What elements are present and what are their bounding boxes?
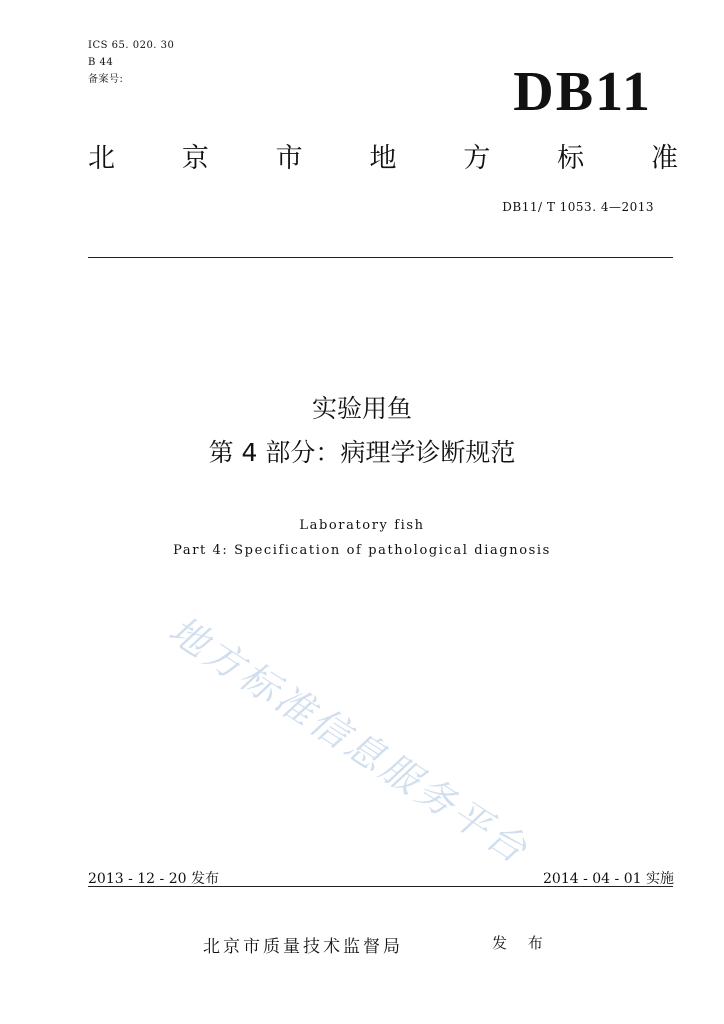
standard-type [88,142,678,176]
standard-type-char: 标 [557,143,585,174]
watermark: 地方标准信息服务平台 [161,607,538,874]
top-divider [88,257,673,258]
title-english-sub: Part 4: Specification of pathological diagnosis [173,543,551,558]
standard-type-char: 地 [369,143,397,174]
title-chinese-main: 实验用鱼 [311,394,412,423]
issue-date-label: 发布 [190,871,219,887]
standard-type-char: 北 [88,143,115,174]
standard-type-char: 方 [463,143,491,174]
title-english-main: Laboratory fish [299,518,425,533]
standard-type-char: 京 [181,143,209,174]
bottom-divider [88,886,673,887]
implement-date-label: 实施 [646,871,674,887]
record-number: 备案号: [88,74,124,85]
implement-date-block [543,868,674,888]
standard-type-char: 准 [650,143,678,174]
title-chinese-sub: 第 4 部分：病理学诊断规范 [208,438,516,467]
issue-label: 发 布 [492,934,551,952]
issue-date-block [88,868,219,888]
standard-logo: DB11 [513,61,652,123]
standard-type-char: 市 [275,143,303,174]
implement-date: 2014 - 04 - 01 [543,871,642,887]
issue-date: 2013 - 12 - 20 [88,871,187,887]
issuing-authority: 北京市质量技术监督局 [203,937,403,957]
ccs-code: B 44 [88,57,114,68]
ics-code: ICS 65. 020. 30 [88,40,175,51]
standard-number: DB11/ T 1053. 4—2013 [502,200,654,214]
